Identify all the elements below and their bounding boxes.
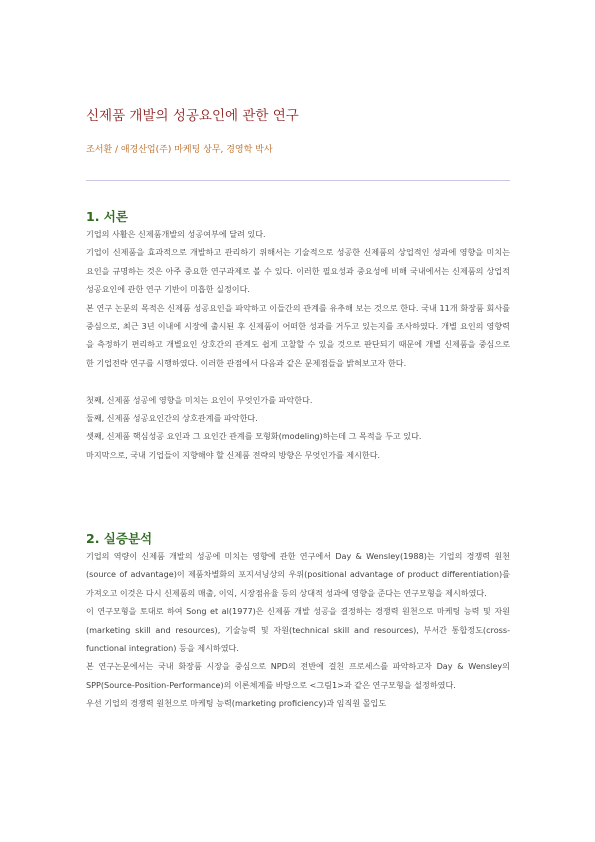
list-item: 셋째, 신제품 핵심성공 요인과 그 요인간 관계를 모형화(modeling)하는데 그 목적을 두고 있다. <box>86 431 422 442</box>
section-heading-empirical-analysis: 2. 실증분석 <box>86 531 153 546</box>
page-title: 신제품 개발의 성공요인에 관한 연구 <box>86 108 299 124</box>
author-line: 조서환 / 애경산업(주) 마케팅 상무, 경영학 박사 <box>86 145 273 155</box>
list-item: 첫째, 신제품 성공에 영향을 미치는 요인이 무엇인가를 파악한다. <box>86 394 313 405</box>
divider <box>86 180 510 181</box>
paragraph: 본 연구 논문의 목적은 신제품 성공요인을 파악하고 이들간의 관계를 유추해 보는 것으로 한다. 국내 11개 화장품 회사를 중심으로, 최근 3년 이내에 시장에 출시된 후 신제품이 어떠한 성과를 거두고 있는지를 조사하였다. 개별 요인의 영향력을 측정하기 편리하고 개별요인 상호간의 관계도 쉽게 고찰할 수 있을 것으로 판단되기 때문에 개별 신제품을 중심으로 한 기업전략 연구를 시행하였다. 이러한 관점에서 다음과 같은 문제점들을 밝혀보고자 한다. <box>86 302 510 368</box>
paragraph: 이 연구모형을 토대로 하여 Song et al(1977)은 신제품 개발 성공을 결정하는 경쟁력 원천으로 마케팅 능력 및 자원(marketing skill and resources), 기술능력 및 자원(technical skill and resources), 부서간 통합정도(cross-functional integration) 등을 제시하였다. <box>86 606 510 654</box>
section-body-introduction <box>86 225 510 464</box>
paragraph: 우선 기업의 경쟁력 원천으로 마케팅 능력(marketing proficiency)과 임직원 몰입도 <box>86 698 387 709</box>
list-item: 마지막으로, 국내 기업들이 지향해야 할 신제품 전략의 방향은 무엇인가를 제시한다. <box>86 449 381 460</box>
section-heading-introduction: 1. 서론 <box>86 209 128 224</box>
paragraph: 기업의 역량이 신제품 개발의 성공에 미치는 영향에 관한 연구에서 Day & Wensley(1988)는 기업의 경쟁력 원천(source of advantage)이 제품차별화의 포지셔닝상의 우위(positional advantage of product differentiation)를 가져오고 이것은 다시 신제품의 매출, 이익, 시장점유율 등의 상대적 성과에 영향을 준다는 연구모형을 제시하였다. <box>86 551 510 598</box>
paragraph-gap <box>86 372 510 390</box>
paragraph: 본 연구논문에서는 국내 화장품 시장을 중심으로 NPD의 전반에 걸친 프로세스를 파악하고자 Day & Wensley의 SPP(Source-Position-Performance)의 이론체계를 바탕으로 <그림1>과 같은 연구모형을 설정하였다. <box>86 661 510 690</box>
paragraph: 기업의 사활은 신제품개발의 성공여부에 달려 있다. <box>86 229 266 239</box>
section-body-empirical-analysis <box>86 547 510 713</box>
list-item: 둘째, 신제품 성공요인간의 상호관계를 파악한다. <box>86 413 258 424</box>
paragraph: 기업이 신제품을 효과적으로 개발하고 관리하기 위해서는 기술적으로 성공한 신제품의 상업적인 성과에 영향을 미치는 요인을 규명하는 것은 아주 중요한 연구과제로 볼 수 있다. 이러한 필요성과 중요성에 비해 국내에서는 신제품의 상업적 성공요인에 관한 연구 기반이 미흡한 실정이다. <box>86 247 510 295</box>
